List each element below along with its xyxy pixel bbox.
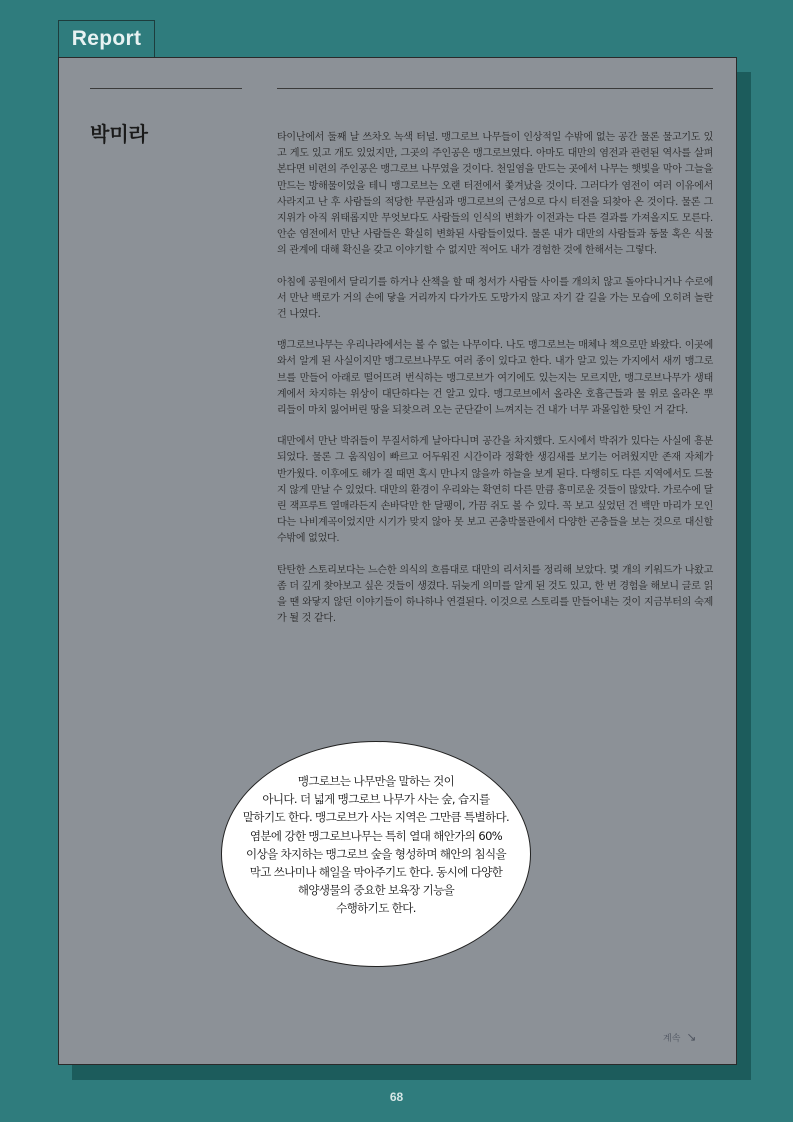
author-name: 박미라 bbox=[90, 122, 148, 146]
callout-line: 이상을 차지하는 맹그로브 숲을 형성하며 해안의 침식을 bbox=[245, 846, 507, 861]
callout-line: 아니다. 더 넓게 맹그로브 나무가 사는 숲, 습지를 bbox=[262, 792, 490, 807]
report-tab: Report bbox=[58, 20, 155, 57]
report-page bbox=[58, 57, 737, 1065]
callout-line: 염분에 강한 맹그로브나무는 특히 열대 해안가의 60% bbox=[249, 828, 503, 843]
arrow-down-right-icon: ↘ bbox=[686, 1030, 697, 1044]
article-body bbox=[277, 130, 713, 642]
callout-line: 막고 쓰나미나 해일을 막아주기도 한다. 동시에 다양한 bbox=[249, 865, 503, 880]
author-divider bbox=[90, 88, 242, 89]
continue-link[interactable] bbox=[663, 1030, 696, 1044]
paragraph: 아침에 공원에서 달리기를 하거나 산책을 할 때 청서가 사람들 사이를 개의치 않고 돌아다니거나 수로에서 만난 백로가 거의 손에 닿을 거리까지 다가가도 도망가지 않고 자기 갈 길을 가는 모습에 오히려 놀란 건 나였다. bbox=[277, 276, 713, 321]
callout-line: 말하기도 한다. 맹그로브가 사는 지역은 그만큼 특별하다. bbox=[242, 810, 510, 825]
paragraph: 대만에서 만난 박쥐들이 무질서하게 날아다니며 공간을 차지했다. 도시에서 박쥐가 있다는 사실에 흥분되었다. 물론 그 움직임이 빠르고 어두워진 시간이라 정확한 생김새를 보기는 어려웠지만 존재 자체가 반가웠다. 이후에도 해가 질 때면 혹시 만나지 않을까 하늘을 보게 된다. 다행히도 다른 지역에서도 드물지 않게 만날 수 있었다. 대만의 환경이 우리와는 확연히 다른 만큼 흥미로운 것들이 많았다. 가로수에 달린 잭프루트 열매라든지 손바닥만 한 달팽이, 가끔 쥐도 볼 수 있다. 꼭 보고 싶었던 건 백만 마리가 모인다는 나비계곡이었지만 시기가 맞지 않아 못 보고 곤충박물관에서 다양한 곤충들을 보는 것으로 대신할 수밖에 없었다. bbox=[277, 436, 713, 545]
continue-label: 계속 bbox=[663, 1034, 681, 1044]
page-number: 68 bbox=[389, 1090, 404, 1104]
paragraph: 맹그로브나무는 우리나라에서는 볼 수 없는 나무이다. 나도 맹그로브는 매체나 책으로만 봐왔다. 이곳에 와서 알게 된 사실이지만 맹그로브나무도 여러 종이 있다고 한다. 내가 알고 있는 가지에서 새끼 맹그로브를 만들어 아래로 떨어뜨려 번식하는 맹그로브가 여기에도 있는지는 모르지만, 맹그로브나무가 생태계에서 차지하는 위상이 대단하다는 건 알고 있다. 맹그로브에서 올라온 호흡근들과 물 위로 올라온 뿌리들이 마치 잃어버린 땅을 되찾으려 오는 군단같이 느껴지는 건 내가 너무 과몰입한 탓인 거 같다. bbox=[277, 340, 713, 417]
body-divider bbox=[277, 88, 713, 89]
callout-line: 해양생물의 중요한 보육장 기능을 bbox=[297, 883, 455, 898]
callout-text bbox=[222, 772, 530, 918]
callout-bubble bbox=[221, 741, 531, 967]
paragraph: 타이난에서 둘째 날 쓰차오 녹색 터널. 맹그로브 나무들이 인상적일 수밖에 없는 공간 물론 물고기도 있고 게도 있고 개도 있었지만, 그곳의 주인공은 맹그로브였다. 아마도 대만의 염전과 관련된 역사를 살펴본다면 비련의 주인공은 맹그로브 나무였을 것이다. 천일염을 만드는 곳에서 나무는 햇빛을 막아 그늘을 만드는 방해물이었을 테니 맹그로브는 오랜 터전에서 쫓겨났을 것이다. 그러다가 염전이 여러 이유에서 사라지고 난 후 사람들의 적당한 무관심과 맹그로브의 근성으로 다시 터전을 되찾아 온 것이다. 물론 그 지위가 아직 위태롭지만 무엇보다도 사람들의 인식의 변화가 이전과는 다른 결과를 가져올지도 모른다. 안순 염전에서 만난 사람들은 확실히 변화된 사람들이었다. 물론 내가 대만의 사람들과 동물 혹은 식물의 관계에 대해 확신을 갖고 이야기할 수 없지만 적어도 내가 경험한 것에 한해서는 그렇다. bbox=[277, 132, 713, 257]
paragraph: 탄탄한 스토리보다는 느슨한 의식의 흐름대로 대만의 리서치를 정리해 보았다. 몇 개의 키워드가 나왔고 좀 더 깊게 찾아보고 싶은 것들이 생겼다. 뒤늦게 의미를 알게 된 것도 있고, 한 번 경험을 해보니 글로 읽을 땐 와닿지 않던 이야기들이 하나하나 연결된다. 이것으로 스토리를 만들어내는 것이 지금부터의 숙제가 될 것 같다. bbox=[277, 564, 713, 625]
callout-line: 수행하기도 한다. bbox=[336, 901, 416, 916]
callout-line: 맹그로브는 나무만을 말하는 것이 bbox=[297, 774, 455, 788]
